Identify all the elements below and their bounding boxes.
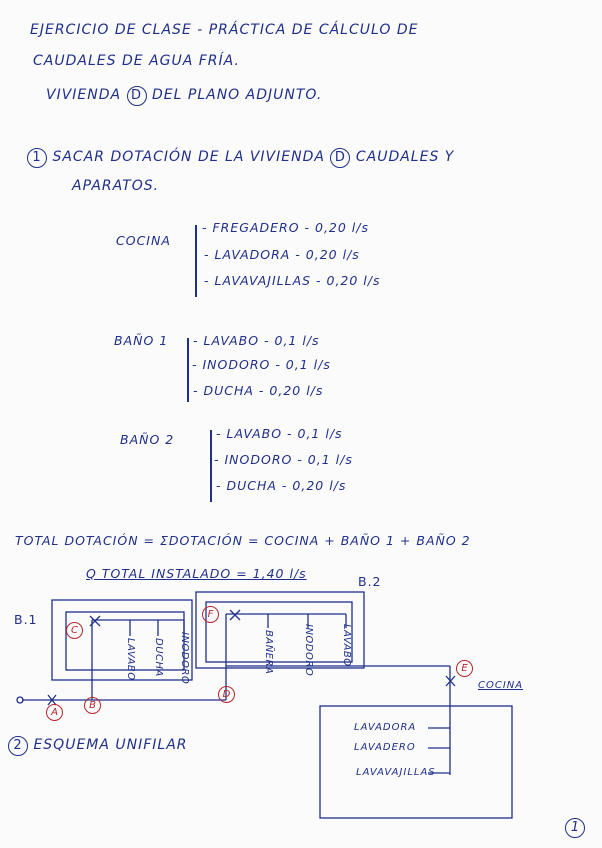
title-line-1: EJERCICIO DE CLASE - PRÁCTICA DE CÁLCULO DE	[30, 22, 419, 38]
title-line-3-post: DEL PLANO ADJUNTO.	[152, 87, 323, 103]
bano2-item-2: - INODORO - 0,1 l/s	[214, 452, 353, 467]
room-name-cocina: COCINA	[116, 233, 171, 248]
b1-label: B.1	[14, 612, 38, 627]
step2-line	[8, 736, 188, 756]
cocina-item-1: - FREGADERO - 0,20 l/s	[202, 220, 370, 235]
bano2-item-3: - DUCHA - 0,20 l/s	[216, 478, 347, 493]
kitchen-fixture-lavadero: LAVADERO	[354, 742, 416, 753]
kitchen-fixture-lavadora: LAVADORA	[354, 722, 417, 733]
step1-letter-circle: D	[330, 148, 350, 168]
step2-number-circle: 2	[8, 736, 28, 756]
cocina-label: COCINA	[478, 680, 524, 691]
cocina-item-2: - LAVADORA - 0,20 l/s	[204, 247, 360, 262]
b2-label: B.2	[358, 574, 382, 589]
b2-fixture-lavabo: LAVABO	[341, 624, 352, 667]
cocina-item-3: - LAVAVAJILLAS - 0,20 l/s	[204, 273, 381, 288]
node-b: B	[84, 697, 101, 714]
vivienda-letter-circle: D	[127, 86, 147, 106]
node-c: C	[66, 622, 83, 639]
bano1-item-1: - LAVABO - 0,1 l/s	[193, 333, 320, 348]
title-line-2: CAUDALES DE AGUA FRÍA.	[33, 53, 240, 69]
b1-fixture-lavabo: LAVABO	[125, 638, 136, 681]
step1-text-b: CAUDALES Y	[355, 149, 455, 165]
node-f: F	[202, 606, 219, 623]
bano1-item-2: - INODORO - 0,1 l/s	[192, 357, 331, 372]
step1-text-a: SACAR DOTACIÓN DE LA VIVIENDA	[52, 149, 325, 165]
node-d: D	[218, 686, 235, 703]
title-line-3-pre: VIVIENDA	[46, 87, 122, 103]
b1-fixture-ducha: DUCHA	[153, 638, 164, 677]
step1-line-2: APARATOS.	[72, 178, 160, 194]
step1-number-circle: 1	[27, 148, 47, 168]
node-e: E	[456, 660, 473, 677]
page-number-circle: 1	[565, 818, 585, 838]
room-name-bano1: BAÑO 1	[114, 333, 169, 348]
kitchen-fixture-lavavajillas: LAVAVAJILLAS	[356, 767, 436, 778]
node-a: A	[46, 704, 63, 721]
bano1-item-3: - DUCHA - 0,20 l/s	[193, 383, 324, 398]
step2-text: ESQUEMA UNIFILAR	[33, 737, 188, 753]
room-name-bano2: BAÑO 2	[120, 432, 175, 447]
b2-fixture-inodoro: INODORO	[303, 624, 314, 677]
b1-fixture-inodoro: INODORO	[179, 632, 190, 685]
total-dotacion-line: TOTAL DOTACIÓN = ΣDOTACIÓN = COCINA + BAÑO 1 + BAÑO 2	[15, 533, 471, 548]
q-total-line: Q TOTAL INSTALADO = 1,40 l/s	[86, 566, 307, 581]
bano2-item-1: - LAVABO - 0,1 l/s	[216, 426, 343, 441]
b2-fixture-banera: BAÑERA	[263, 630, 274, 675]
